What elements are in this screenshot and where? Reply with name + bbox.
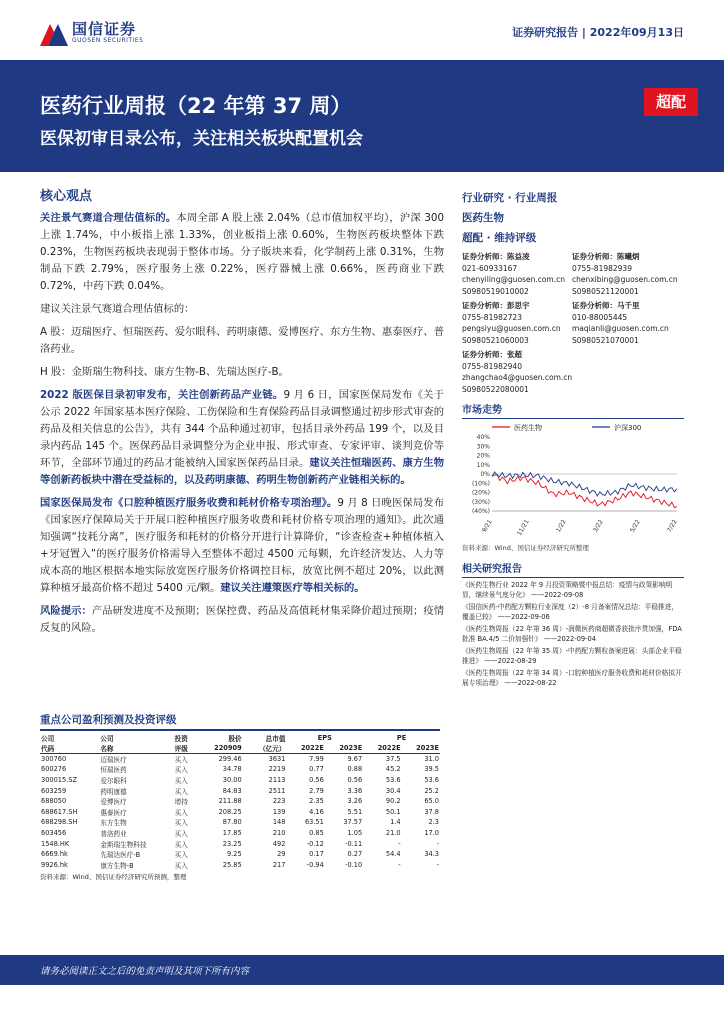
table-cell: -0.11 — [345, 839, 363, 848]
core-paragraph-4: H 股：金斯瑞生物科技、康方生物-B、先瑞达医疗-B。 — [40, 366, 289, 378]
table-header-row-1 — [40, 733, 440, 743]
legend-label: 医药生物 — [514, 424, 542, 432]
p7-body: 产品研发进度不及预期；医保控费、药品及高值耗材集采降价超过预期；疫情反复的风险。 — [40, 605, 445, 634]
x-tick-label: 9/21 — [480, 518, 494, 534]
analyst-name-line — [572, 251, 682, 263]
logo-en: GUOSEN SECURITIES — [72, 37, 144, 44]
table-cell: 0.56 — [347, 776, 363, 785]
table-header-cell: 代码 — [40, 743, 99, 754]
core-paragraph-5 — [40, 387, 444, 489]
table-cell: 6669.hk — [41, 850, 68, 859]
analyst-email[interactable]: chenxibing@guosen.com.cn — [572, 275, 678, 284]
table-row — [40, 849, 440, 860]
table-cell: 9926.hk — [41, 860, 68, 869]
table-cell: 45.2 — [385, 765, 401, 774]
table-cell: 买入 — [174, 840, 188, 849]
y-tick-label: (10%) — [471, 480, 490, 488]
table-cell: 139 — [272, 807, 286, 816]
industry-name: 医药生物 — [462, 212, 504, 224]
y-tick-label: 30% — [476, 443, 490, 451]
analyst-role: 证券分析师： — [572, 252, 617, 261]
table-header-cell: PE — [396, 734, 407, 742]
analyst-role: 证券分析师： — [462, 301, 507, 310]
table-cell: 买入 — [174, 861, 188, 870]
analyst-email[interactable]: zhangchao4@guosen.com.cn — [462, 373, 573, 382]
analyst-role: 证券分析师： — [572, 301, 617, 310]
x-tick-label: 3/22 — [591, 518, 605, 534]
footer-disclaimer: 请务必阅读正文之后的免责声明及其项下所有内容 — [40, 966, 250, 977]
analyst-cert: S0980522080001 — [462, 384, 529, 394]
table-cell: 4.16 — [309, 807, 324, 816]
table-cell: 688298.SH — [41, 818, 78, 827]
core-paragraph-6 — [40, 495, 444, 597]
table-cell: 37.8 — [424, 807, 439, 816]
report-date: 证券研究报告 | 2022年09月13日 — [512, 26, 684, 39]
guosen-logo-icon — [40, 20, 68, 46]
table-header-cell: 评级 — [174, 743, 197, 754]
table-cell: 迈瑞医疗 — [100, 756, 127, 765]
table-cell: 23.25 — [222, 839, 242, 848]
y-tick-label: 0% — [480, 471, 490, 478]
report-title: 医药行业周报（22 年第 37 周） — [40, 94, 352, 118]
table-cell: 148 — [272, 818, 286, 827]
table-source: 资料来源：Wind、国信证券经济研究所预测，整理 — [40, 873, 187, 882]
analyst-list — [462, 251, 684, 395]
table-header-row-2 — [40, 743, 440, 754]
table-header-cell: 220909 — [197, 743, 243, 754]
table-cell: 223 — [272, 797, 286, 806]
table-cell: 29 — [277, 850, 286, 859]
analyst-card — [462, 349, 572, 395]
table-cell: - — [436, 839, 439, 848]
related-item[interactable]: 《国信医药-中药配方颗粒行业深度（2）-8 月备案情况总结：平稳推进，覆盖已较》 ——2022-09-06 — [462, 603, 679, 621]
x-tick-label: 7/22 — [665, 518, 679, 534]
analyst-cert: S0980521060003 — [462, 335, 529, 345]
analyst-phone: 010-88005445 — [572, 312, 628, 322]
table-cell: 50.1 — [385, 807, 401, 816]
table-cell: 30.00 — [222, 776, 242, 785]
table-row — [40, 828, 440, 839]
y-tick-label: 20% — [476, 452, 490, 460]
table-cell: 9.25 — [226, 850, 242, 859]
table-cell: -0.10 — [345, 860, 363, 869]
table-cell: 买入 — [174, 787, 188, 796]
analyst-card — [572, 300, 682, 346]
table-cell: 金斯瑞生物科技 — [100, 840, 147, 849]
analyst-name: 陈曦炳 — [617, 252, 640, 261]
analyst-email[interactable]: chenyiling@guosen.com.cn — [462, 275, 565, 284]
p5-body: 9 月 6 日，国家医保局发布《关于公示 2022 年国家基本医疗保险、工伤保险和生育保险药品目录调整通过初步形式审查的药品及相关信息的公告》，共有 344 个品种通过初审，包括目录外药品 199 个，以及目录内药品 145 个。医保药品目录调整分为企业申报、形式审查、专家评审、谈判竞价等环节，全部环节通过的药品才能被纳入国家医保药品目录。 — [40, 389, 444, 469]
table-header-cell: 2022E — [286, 743, 324, 754]
analyst-phone: 021-60933167 — [462, 263, 518, 273]
table-cell: 9.67 — [347, 755, 363, 764]
analyst-email[interactable]: pengsiyu@guosen.com.cn — [462, 324, 561, 333]
table-cell: 0.85 — [309, 829, 324, 838]
table-header-cell: 名称 — [99, 743, 173, 754]
analyst-email[interactable]: maqianli@guosen.com.cn — [572, 324, 669, 333]
table-cell: 先瑞达医疗-B — [100, 851, 141, 860]
table-cell: 买入 — [174, 808, 188, 817]
table-cell: 25.85 — [222, 860, 242, 869]
related-item[interactable]: 《医药生物行业 2022 年 9 月投资策略暨中报总结：疫情与政策影响明显，继续景气度分化》 ——2022-09-08 — [462, 581, 673, 599]
table-row — [40, 796, 440, 807]
table-cell: 39.5 — [424, 765, 439, 774]
x-tick-label: 11/21 — [516, 518, 531, 537]
table-cell: 1.05 — [347, 829, 363, 838]
table-cell: 300015.SZ — [41, 776, 77, 785]
table-cell: 3631 — [268, 755, 286, 764]
y-tick-label: (20%) — [471, 489, 490, 497]
analyst-role: 证券分析师： — [462, 350, 507, 359]
rating-text: 超配 · 维持评级 — [462, 232, 537, 244]
table-row — [40, 775, 440, 786]
earnings-table — [40, 733, 440, 870]
right-sidebar — [462, 188, 684, 688]
x-tick-label: 5/22 — [628, 518, 642, 534]
table-cell: 0.27 — [347, 850, 363, 859]
table-cell: 2.79 — [309, 786, 324, 795]
table-header-cell: 2022E — [363, 743, 401, 754]
table-cell: -0.94 — [306, 860, 324, 869]
table-cell: 25.2 — [424, 786, 439, 795]
table-cell: 3.36 — [347, 786, 363, 795]
table-cell: 0.17 — [309, 850, 324, 859]
core-paragraph-3: A 股：迈瑞医疗、恒瑞医药、爱尔眼科、药明康德、爱博医疗、东方生物、惠泰医疗、普洛药业。 — [40, 326, 444, 355]
table-cell: 5.51 — [347, 807, 363, 816]
y-tick-label: (40%) — [471, 508, 490, 515]
table-cell: 21.0 — [385, 829, 401, 838]
analyst-cert: S0980521070001 — [572, 335, 639, 345]
analyst-card — [462, 300, 572, 346]
table-header-cell: 公司 — [41, 735, 55, 743]
table-cell: 东方生物 — [100, 819, 127, 828]
series-line-csi300 — [492, 472, 677, 496]
y-tick-label: (30%) — [471, 498, 490, 506]
table-body — [40, 754, 440, 871]
rating-tag: 超配 — [644, 88, 698, 116]
table-cell: 买入 — [174, 766, 188, 775]
table-cell: 1.4 — [390, 818, 401, 827]
table-cell: 增持 — [174, 798, 188, 807]
legend-label: 沪深300 — [614, 424, 642, 432]
table-cell: 2511 — [268, 786, 286, 795]
table-cell: 0.88 — [347, 765, 363, 774]
table-row — [40, 838, 440, 849]
table-cell: 65.0 — [424, 797, 439, 806]
table-cell: 37.57 — [343, 818, 363, 827]
table-cell: 53.6 — [424, 776, 439, 785]
table-row — [40, 785, 440, 796]
p6-lead: 国家医保局发布《口腔种植医疗服务收费和耗材价格专项治理》。 — [40, 497, 338, 509]
table-cell: 211.88 — [218, 797, 242, 806]
table-cell: 买入 — [174, 756, 188, 765]
core-paragraph-1 — [40, 210, 444, 295]
table-cell: 37.5 — [385, 755, 401, 764]
table-cell: 31.0 — [424, 755, 439, 764]
table-header-cell: 2023E — [325, 743, 363, 754]
analyst-name-line — [462, 349, 572, 361]
p5-lead: 2022 版医保目录初审发布，关注创新药品产业链。 — [40, 389, 284, 401]
table-cell: 210 — [272, 829, 286, 838]
analyst-row — [462, 300, 684, 346]
table-cell: 恒瑞医药 — [100, 766, 127, 775]
analyst-name-line — [462, 251, 572, 263]
table-cell: 药明康德 — [100, 787, 127, 796]
p6-body: 9 月 8 日晚医保局发布《国家医疗保障局关于开展口腔种植医疗服务收费和耗材价格专项治理的通知》。此次通知强调“技耗分离”，医疗服务和耗材的价格分开进行计算降价，“诊查检查+种植体植入+牙冠置入”的医疗服务价格需导入至整体不超过 4500 元每颗，允许经济发达、人力等成本高的地区根据本地实际放宽医疗服务价格调控目标，放宽比例不超过 20%，以此测算种植牙最高价格不超过 5400 元/颗。 — [40, 497, 444, 594]
table-header-cell: EPS — [317, 734, 332, 742]
table-cell: 买入 — [174, 830, 188, 839]
table-cell: 2113 — [268, 776, 286, 785]
table-cell: - — [436, 860, 439, 869]
analyst-name-line — [462, 300, 572, 312]
table-header-cell: （亿元） — [243, 743, 287, 754]
table-cell: 63.51 — [304, 818, 324, 827]
table-header-cell: 股价 — [228, 735, 242, 743]
report-subtitle: 医保初审目录公布，关注相关板块配置机会 — [40, 129, 363, 149]
related-title: 相关研究报告 — [462, 560, 684, 578]
table-cell: 34.3 — [424, 850, 439, 859]
y-tick-label: 10% — [476, 461, 490, 469]
table-header-cell: 投资 — [174, 735, 188, 743]
table-cell: 买入 — [174, 819, 188, 828]
logo-cn: 国信证券 — [72, 20, 137, 38]
table-cell: 惠泰医疗 — [100, 808, 127, 817]
table-cell: 3.26 — [347, 797, 363, 806]
table-cell: 217 — [272, 860, 286, 869]
analyst-role: 证券分析师： — [462, 252, 507, 261]
p1-lead: 关注景气赛道合理估值标的。 — [40, 212, 177, 224]
chart-title: 市场走势 — [462, 401, 684, 419]
analyst-phone: 0755-81982940 — [462, 361, 522, 371]
series-line-pharma — [492, 474, 677, 507]
table-cell: 53.6 — [385, 776, 401, 785]
table-cell: 1548.HK — [41, 839, 70, 848]
table-cell: 普洛药业 — [100, 830, 127, 839]
table-cell: 208.25 — [218, 807, 242, 816]
market-trend-chart — [462, 419, 684, 537]
y-tick-label: 40% — [476, 434, 490, 441]
table-cell: 688050 — [41, 797, 67, 806]
table-cell: 7.99 — [309, 755, 324, 764]
table-cell: 买入 — [174, 777, 188, 786]
table-title: 重点公司盈利预测及投资评级 — [40, 712, 440, 731]
analyst-name: 彭思宇 — [507, 301, 530, 310]
analyst-cert: S0980519010002 — [462, 286, 529, 296]
footer-bar — [0, 955, 724, 985]
table-cell: 90.2 — [385, 797, 401, 806]
p7-lead: 风险提示： — [40, 605, 92, 617]
table-cell: - — [398, 839, 401, 848]
table-cell: 2.3 — [428, 818, 439, 827]
table-row — [40, 764, 440, 775]
table-cell: 299.46 — [218, 755, 242, 764]
table-cell: - — [398, 860, 401, 869]
analyst-name: 陈益凌 — [507, 252, 530, 261]
table-cell: 17.85 — [222, 829, 242, 838]
analyst-row — [462, 251, 684, 297]
table-cell: 爱尔眼科 — [100, 777, 127, 786]
p6-tail: 建议关注遵策医疗等相关标的。 — [220, 582, 365, 594]
p1-body: 本周全部 A 股上涨 2.04%（总市值加权平均），沪深 300 上涨 1.74%，中小板指上涨 1.33%，创业板指上涨 0.60%，生物医药板块整体下跌 0.23%，生物医药板块表现弱于整体市场。分子版块来看，化学制药上涨 0.31%，生物制品下跌 2.79%，医疗服务上涨 0.22%，医疗器械上涨 0.66%，医药商业下跌 0.72%，中药下跌 0.04%。 — [40, 212, 444, 292]
table-row — [40, 860, 440, 871]
table-cell: 爱博医疗 — [100, 798, 127, 807]
table-cell: -0.12 — [306, 839, 324, 848]
analyst-phone: 0755-81982939 — [572, 263, 632, 273]
table-cell: 2.35 — [309, 797, 324, 806]
related-item[interactable]: 《医药生物周报（22 年第 35 周）-中药配方颗粒备案进展：头部企业平稳推进》 ——2022-08-29 — [462, 647, 682, 665]
analyst-phone: 0755-81982723 — [462, 312, 522, 322]
table-cell: 603259 — [41, 786, 67, 795]
report-category: 行业研究 · 行业周报 — [462, 192, 558, 204]
analyst-row — [462, 349, 684, 395]
title-banner — [0, 60, 724, 172]
analyst-card — [462, 251, 572, 297]
table-row — [40, 754, 440, 765]
analyst-cert: S0980521120001 — [572, 286, 639, 296]
table-cell: 买入 — [174, 851, 188, 860]
analyst-card — [572, 251, 682, 297]
p5-tail: 建议关注恒瑞医药、康方生物等创新药板块中潜在受益标的，以及药明康德、药明生物创新药产业链相关标的。 — [40, 457, 444, 486]
table-cell: 34.78 — [222, 765, 242, 774]
table-cell: 87.80 — [222, 818, 242, 827]
table-cell: 603456 — [41, 829, 67, 838]
earnings-table-section — [40, 712, 440, 881]
table-cell: 54.4 — [385, 850, 401, 859]
x-tick-label: 1/22 — [554, 518, 568, 534]
top-header — [0, 0, 724, 58]
table-header-cell: 公司 — [100, 735, 114, 743]
guosen-logo — [40, 18, 190, 50]
table-cell: 康方生物-B — [100, 861, 134, 870]
table-row — [40, 817, 440, 828]
table-cell: 600276 — [41, 765, 67, 774]
table-cell: 84.83 — [222, 786, 242, 795]
analyst-name: 马千里 — [617, 301, 640, 310]
table-cell: 2219 — [268, 765, 286, 774]
core-paragraph-7 — [40, 603, 444, 637]
table-row — [40, 807, 440, 818]
table-cell: 0.56 — [309, 776, 324, 785]
related-list — [462, 580, 684, 688]
table-cell: 300760 — [41, 755, 67, 764]
analyst-name-line — [572, 300, 682, 312]
core-views — [40, 185, 444, 637]
table-cell: 17.0 — [424, 829, 439, 838]
table-header-cell: 2023E — [402, 743, 440, 754]
table-cell: 492 — [272, 839, 286, 848]
table-cell: 688617.SH — [41, 807, 78, 816]
chart-source: 资料来源：Wind、国信证券经济研究所整理 — [462, 544, 589, 552]
analyst-name: 张超 — [507, 350, 522, 359]
table-header-cell: 总市值 — [265, 735, 286, 743]
table-cell: 30.4 — [385, 786, 401, 795]
related-item[interactable]: 《医药生物周报（22 年第 36 周）-润微医药商超微香获批序贯加强，FDA 批准 BA.4/5 二价加强针》 ——2022-09-04 — [462, 625, 682, 643]
core-paragraph-2: 建议关注景气赛道合理估值标的： — [40, 303, 195, 315]
core-title: 核心观点 — [40, 189, 93, 204]
table-cell: 0.77 — [309, 765, 324, 774]
related-item[interactable]: 《医药生物周报（22 年第 34 周）-口腔种植医疗服务收费和耗材价格拟开展专项治理》 ——2022-08-22 — [462, 669, 682, 687]
